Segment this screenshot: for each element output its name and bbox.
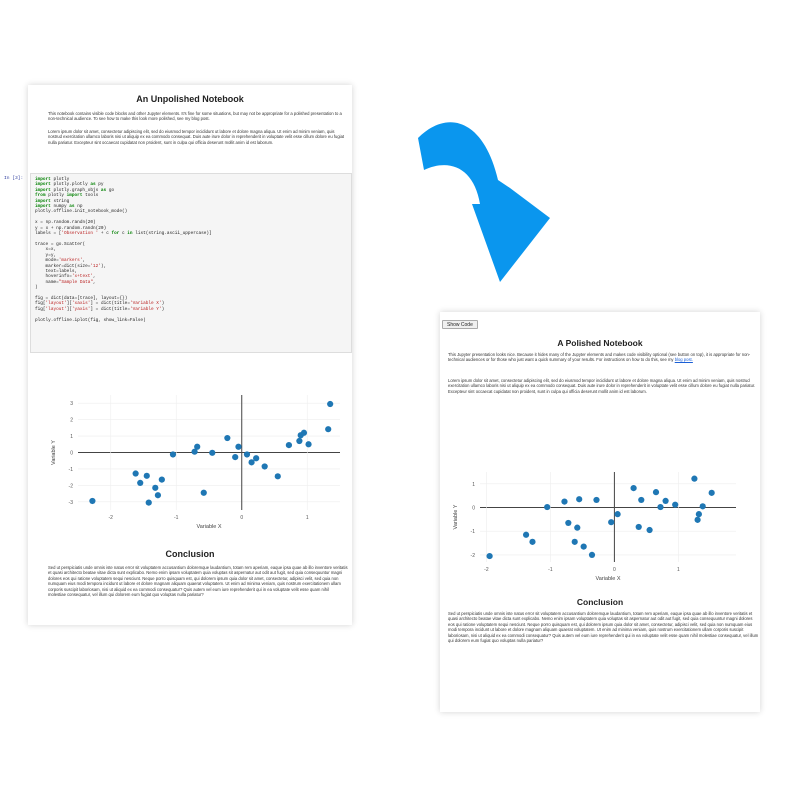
left-chart-ytick-label: 0 xyxy=(70,450,73,457)
scatter-chart-unpolished[interactable] xyxy=(48,385,348,530)
right-chart-data-point[interactable] xyxy=(631,485,637,491)
right-chart-data-point[interactable] xyxy=(663,498,669,504)
code-line: hoverinfo='x+text', xyxy=(45,274,96,280)
left-chart-data-point[interactable] xyxy=(262,463,268,469)
right-chart-data-point[interactable] xyxy=(700,503,706,509)
code-line: import plotly.plotly as py xyxy=(35,182,104,188)
unpolished-lorem: Lorem ipsum dolor sit amet, consectetur adipiscing elit, sed do eiusmod tempor incididunt ut labore et dolore magna aliqua. Ut enim ad minim veniam, quis nostrud exercitation ullamco laboris nisi ut aliquip ex ea commodo consequat. Duis aute irure dolor in reprehenderit in voluptate velit esse cillum dolore eu fugiat nulla pariatur. Excepteur sint occaecat cupidatat non proident, sunt in culpa qui officia deserunt mollit anim id est laborum. xyxy=(48,129,345,145)
unpolished-notebook xyxy=(4,85,352,625)
left-chart-data-point[interactable] xyxy=(296,438,302,444)
unpolished-intro: This notebook contains visible code blocks and other Jupyter elements. It's fine for some situations, but may not be appropriate for a polished presentation to a non-technical audience. To see how to make this look more polished, see my blog post. xyxy=(48,111,342,122)
right-chart-xtick-label: 1 xyxy=(677,567,680,573)
right-chart-data-point[interactable] xyxy=(608,519,614,525)
code-line: import plotly.graph_objs as go xyxy=(35,187,115,193)
curved-arrow-icon xyxy=(400,100,560,290)
left-chart-data-point[interactable] xyxy=(137,480,143,486)
left-chart-data-point[interactable] xyxy=(194,444,200,450)
code-block xyxy=(35,177,212,323)
left-chart-ytick-label: 1 xyxy=(70,434,73,441)
code-line: x = np.random.randn(20) xyxy=(35,220,96,226)
unpolished-title: An Unpolished Notebook xyxy=(136,94,244,104)
left-chart-ytick-label: -1 xyxy=(68,466,73,473)
code-line: marker=dict(size='12'), xyxy=(45,263,107,269)
left-chart-data-point[interactable] xyxy=(235,444,241,450)
code-line: from plotly import tools xyxy=(35,193,99,199)
code-line: fig = dict(data=[trace], layout={}) xyxy=(35,295,128,301)
code-line: ) xyxy=(35,285,38,291)
code-line: y = x + np.random.randn(20) xyxy=(35,225,107,231)
left-chart-ytick-label: 2 xyxy=(70,417,73,424)
left-chart-data-point[interactable] xyxy=(152,485,158,491)
right-chart-x-axis-title: Variable X xyxy=(595,576,621,582)
right-chart-data-point[interactable] xyxy=(657,504,663,510)
unpolished-conclusion: Sed ut perspiciatis unde omnis iste natus error sit voluptatem accusantium doloremque laudantium, totam rem aperiam, eaque ipsa quae ab illo inventore veritatis et quasi architecto beatae vitae dicta sunt explicabo. Nemo enim ipsam voluptatem quia voluptas sit aspernatur aut odit aut fugit, sed quia consequuntur magni dolores eos qui ratione voluptatem sequi nesciunt. Neque porro quisquam est, qui dolorem ipsum quia dolor sit amet, consectetur, adipisci velit, sed quia non numquam eius modi tempora incidunt ut labore et dolore magnam aliquam quaerat voluptatem. Ut enim ad minima veniam, quis nostrum exercitationem ullam corporis suscipit laboriosam, nisi ut aliquid ex ea commodi consequatur? Quis autem vel eum iure reprehenderit qui in ea voluptate velit esse quam nihil molestiae consequatur, vel illum qui dolorem eum fugiat quo voluptas nulla pariatur? xyxy=(48,565,348,598)
right-chart-data-point[interactable] xyxy=(647,527,653,533)
left-chart-data-point[interactable] xyxy=(286,442,292,448)
blog-post-link[interactable]: blog post. xyxy=(674,357,693,363)
left-chart-xtick-label: -2 xyxy=(108,515,113,521)
code-line: name="Sample Data", xyxy=(45,279,96,285)
right-chart-data-point[interactable] xyxy=(615,511,621,517)
code-line: labels = ['Observation ' + c for c in list(string.ascii_uppercase)] xyxy=(35,231,212,237)
right-chart-data-point[interactable] xyxy=(581,544,587,550)
right-chart-data-point[interactable] xyxy=(636,524,642,530)
left-chart-xtick-label: 1 xyxy=(305,515,309,521)
right-chart-data-point[interactable] xyxy=(695,517,701,523)
right-chart-data-point[interactable] xyxy=(487,553,493,559)
left-chart-data-point[interactable] xyxy=(133,470,139,476)
right-chart-data-point[interactable] xyxy=(523,532,529,538)
polished-intro-text: This Jupyter presentation looks nice. Because it hides many of the Jupyter elements and makes code visibility optional (see button on top), it is appropriate for non-technical audiences or for those who just want a quick summary of your results. For instructions on how to do this, see my xyxy=(448,352,751,363)
right-chart-data-point[interactable] xyxy=(544,504,550,510)
left-chart-data-point[interactable] xyxy=(325,426,331,432)
cell-prompt: In [3]: xyxy=(4,176,24,181)
right-chart-data-point[interactable] xyxy=(593,497,599,503)
right-chart-xtick-label: -1 xyxy=(548,567,553,573)
polished-lorem: Lorem ipsum dolor sit amet, consectetur adipiscing elit, sed do eiusmod tempor incididunt ut labore et dolore magna aliqua. Ut enim ad minim veniam, quis nostrud exercitation ullamco laboris nisi ut aliquip ex ea commodo consequat. Duis aute irure dolor in reprehenderit in voluptate velit esse cillum dolore eu fugiat nulla pariatur. Excepteur sint occaecat cupidatat non proident, sunt in culpa qui officia deserunt mollit anim id est laborum. xyxy=(448,378,756,394)
right-chart-ytick-label: -2 xyxy=(470,552,475,559)
left-chart-data-point[interactable] xyxy=(253,455,259,461)
right-chart-ytick-label: -1 xyxy=(470,529,475,536)
left-chart-xtick-label: 0 xyxy=(240,515,244,521)
right-chart-data-point[interactable] xyxy=(709,490,715,496)
unpolished-conclusion-title: Conclusion xyxy=(165,549,215,559)
polished-notebook xyxy=(440,312,760,712)
code-line: import string xyxy=(35,198,70,204)
left-chart-data-point[interactable] xyxy=(209,450,215,456)
right-chart-y-axis-title: Variable Y xyxy=(453,504,459,530)
right-chart-ytick-label: 1 xyxy=(472,481,475,488)
right-chart-xtick-label: 0 xyxy=(613,567,616,573)
left-chart-xtick-label: -1 xyxy=(174,515,179,521)
left-chart-data-point[interactable] xyxy=(301,430,307,436)
left-chart-data-point[interactable] xyxy=(275,473,281,479)
left-chart-data-point[interactable] xyxy=(159,477,165,483)
scatter-chart-polished[interactable] xyxy=(450,462,750,582)
left-chart-data-point[interactable] xyxy=(201,490,207,496)
code-line: import numpy as np xyxy=(35,204,83,210)
right-chart-data-point[interactable] xyxy=(572,539,578,545)
right-chart-data-point[interactable] xyxy=(653,489,659,495)
code-line: y=y, xyxy=(45,252,57,258)
right-chart-data-point[interactable] xyxy=(561,499,567,505)
left-chart-data-point[interactable] xyxy=(89,498,95,504)
right-chart-ytick-label: 0 xyxy=(472,505,475,512)
code-line: import plotly xyxy=(35,177,70,182)
left-chart-data-point[interactable] xyxy=(244,451,250,457)
left-chart-data-point[interactable] xyxy=(170,451,176,457)
right-chart-data-point[interactable] xyxy=(691,476,697,482)
polished-conclusion: Sed ut perspiciatis unde omnis iste natus error sit voluptatem accusantium doloremque laudantium, totam rem aperiam, eaque ipsa quae ab illo inventore veritatis et quasi architecto beatae vitae dicta sunt explicabo. Nemo enim ipsam voluptatem quia voluptas sit aspernatur aut odit aut fugit, sed quia consequuntur magni dolores eos qui ratione voluptatem sequi nesciunt. Neque porro quisquam est, qui dolorem ipsum quia dolor sit amet, consectetur, adipisci velit, sed quia non numquam eius modi tempora incidunt ut labore et dolore magnam aliquam quaerat voluptatem. Ut enim ad minima veniam, quis nostrum exercitationem ullam corporis suscipit laboriosam, nisi ut aliquid ex ea commodi consequatur? Quis autem vel eum iure reprehenderit qui in ea voluptate velit esse quam nihil molestiae consequatur, vel illum qui dolorem eum fugiat quo voluptas nulla pariatur? xyxy=(448,611,759,644)
left-chart-y-axis-title: Variable Y xyxy=(51,440,57,465)
right-chart-data-point[interactable] xyxy=(576,496,582,502)
code-line: fig['layout']['yaxis'] = dict(title='Variable Y') xyxy=(35,306,165,312)
right-chart-xtick-label: -2 xyxy=(484,567,489,573)
left-chart-ytick-label: -2 xyxy=(68,483,73,490)
right-chart-data-point[interactable] xyxy=(565,520,571,526)
left-chart-data-point[interactable] xyxy=(305,441,311,447)
left-chart-data-point[interactable] xyxy=(224,435,230,441)
polished-conclusion-title: Conclusion xyxy=(576,597,624,607)
right-chart-data-point[interactable] xyxy=(638,497,644,503)
code-line: mode='markers', xyxy=(45,258,86,264)
right-chart-data-point[interactable] xyxy=(589,552,595,558)
right-chart-data-point[interactable] xyxy=(696,511,702,517)
show-code-button[interactable]: Show Code xyxy=(442,320,478,329)
left-chart-x-axis-title: Variable X xyxy=(196,524,222,530)
code-line: plotly.offline.init_notebook_mode() xyxy=(35,209,128,215)
code-line: trace = go.Scatter( xyxy=(35,241,86,247)
code-cell[interactable] xyxy=(30,173,352,353)
left-chart-data-point[interactable] xyxy=(327,401,333,407)
code-line: x=x, xyxy=(45,247,57,253)
code-line: text=labels, xyxy=(45,268,78,274)
polished-title: A Polished Notebook xyxy=(557,338,643,348)
left-chart-data-point[interactable] xyxy=(155,492,161,498)
right-chart-data-point[interactable] xyxy=(672,502,678,508)
left-chart-data-point[interactable] xyxy=(232,454,238,460)
left-chart-data-point[interactable] xyxy=(144,473,150,479)
left-chart-data-point[interactable] xyxy=(146,500,152,506)
code-line: fig['layout']['xaxis'] = dict(title='Variable X') xyxy=(35,301,165,307)
right-chart-data-point[interactable] xyxy=(574,525,580,531)
right-chart-data-point[interactable] xyxy=(529,539,535,545)
left-chart-ytick-label: -3 xyxy=(68,499,73,506)
code-line: plotly.offline.iplot(fig, show_link=False) xyxy=(35,317,146,323)
polished-intro xyxy=(448,352,760,363)
left-chart-ytick-label: 3 xyxy=(70,401,73,408)
